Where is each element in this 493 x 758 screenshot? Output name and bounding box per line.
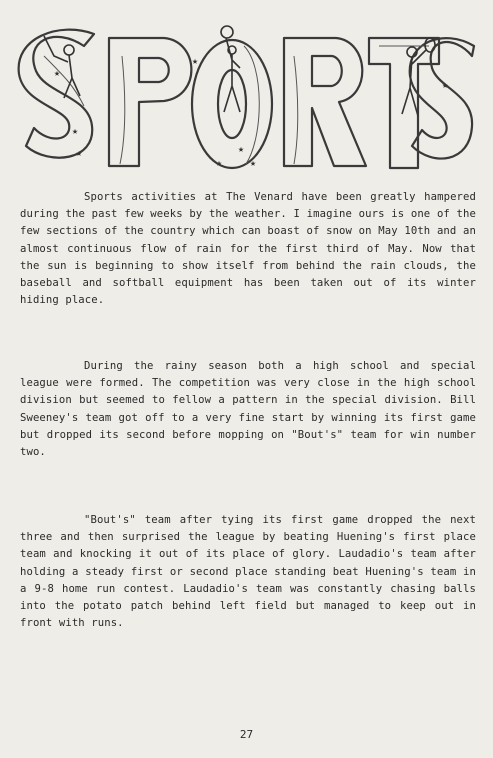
basketball-player-figure: [221, 26, 240, 112]
paragraph-1: [20, 189, 476, 309]
svg-text:★: ★: [238, 144, 245, 155]
svg-text:★: ★: [76, 148, 83, 159]
sports-banner: [14, 16, 476, 186]
paragraph-3: [20, 512, 476, 632]
svg-text:★: ★: [72, 126, 79, 137]
paragraph-2-text: During the rainy season both a high school and special league were formed. The competition was very close in the high school division but seemed to fellow a pattern in the special division. Bill Sweeney's team got off to a very fine start by winning its first game but dropped its second before mopping on "Bout's" team for win number two.: [20, 360, 476, 459]
paragraph-2: [20, 358, 476, 461]
svg-text:★: ★: [192, 56, 199, 67]
banner-letter-s: [19, 30, 94, 158]
golfer-figure: [44, 36, 80, 98]
banner-letter-p: [109, 38, 191, 166]
paragraph-3-text: "Bout's" team after tying its first game dropped the next three and then surprised the league by beating Huening's first place team and knocking it out of its place of glory. Laudadio's team after holding a steady first or second place standing beat Huening's team in a 9-8 home run contest. Laudadio's team was constantly chasing balls into the potato patch behind left field but managed to keep out in front with runs.: [20, 514, 476, 630]
paragraph-1-text: Sports activities at The Venard have been greatly hampered during the past few weeks by the weather. I imagine ours is one of the few sections of the country which can boast of snow on May 10th and an almost continuous flow of rain for the first third of May. Now that the sun is beginning to show itself from behind the rain clouds, the baseball and softball equipment has been taken out of its winter hiding place.: [20, 191, 476, 307]
svg-text:★: ★: [250, 158, 257, 169]
banner-letter-t: [369, 38, 439, 168]
page-number: 27: [239, 728, 254, 741]
svg-text:★: ★: [54, 68, 61, 79]
svg-text:★: ★: [216, 158, 223, 169]
svg-text:★: ★: [442, 80, 449, 91]
